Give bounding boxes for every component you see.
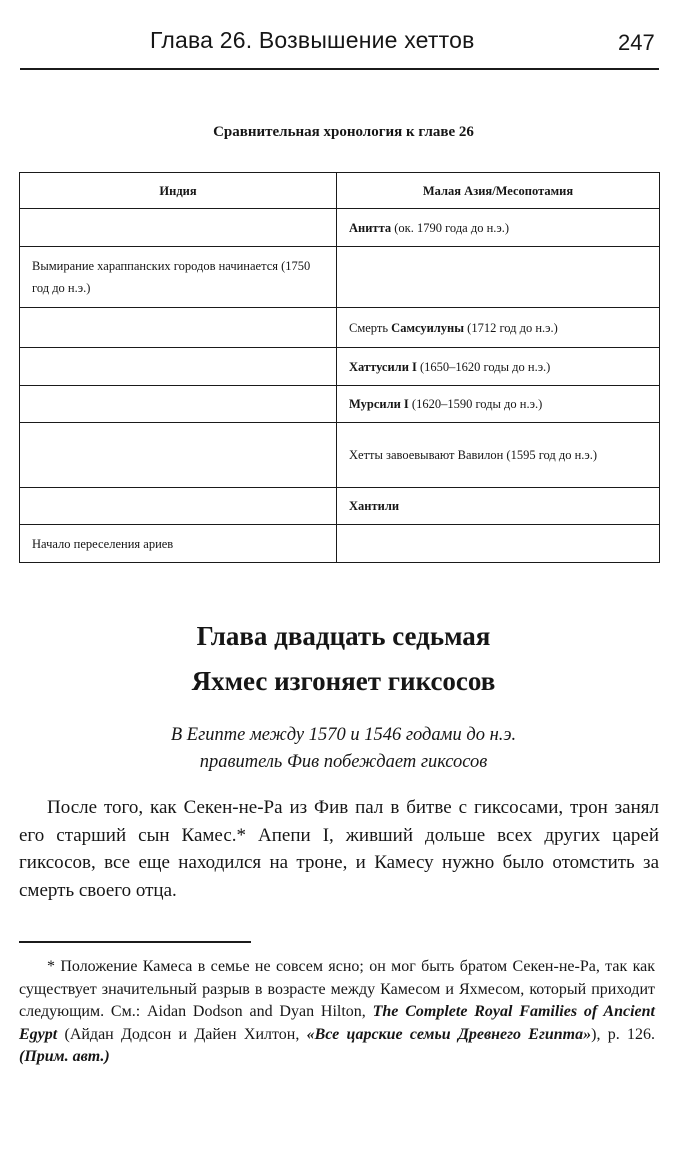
india-cell: Начало переселения ариев <box>20 525 337 563</box>
page-number: 247 <box>618 30 655 55</box>
india-cell <box>20 488 337 525</box>
footnote-text-end: ), p. 126. <box>591 1025 655 1043</box>
chapter-subtitle <box>0 722 687 776</box>
event-date: (1712 год до н.э.) <box>464 320 558 335</box>
table-row <box>20 525 660 563</box>
subtitle-line-1: В Египте между 1570 и 1546 годами до н.э. <box>170 725 517 745</box>
event-date: (1620–1590 годы до н.э.) <box>408 397 543 411</box>
asia-cell <box>337 525 660 563</box>
asia-cell <box>337 247 660 308</box>
event-date: Хетты завоевывают Вавилон (1595 год до н.э.) <box>349 448 598 462</box>
table-row <box>20 247 660 308</box>
event-prefix: Смерть <box>349 320 392 335</box>
table-row <box>20 308 660 348</box>
india-cell <box>20 348 337 386</box>
ruler-name: Хаттусили I <box>349 359 417 374</box>
event-date: (1650–1620 годы до н.э.) <box>416 359 551 374</box>
table-row <box>20 488 660 525</box>
footnote-text-mid: (Айдан Додсон и Дайен Хилтон, <box>57 1025 307 1043</box>
chronology-table <box>19 172 660 563</box>
footnote-text-start: * Положение Камеса в семье не совсем ясно; он мог быть братом Секен-не-Ра, так как существует значительный разрыв в возрасте между Камесом и Яхмесом, который приходит следующим. См.: Aidan Dodson and Dyan Hilton, <box>19 958 655 1020</box>
subtitle-line-2: правитель Фив побеждает гиксосов <box>199 752 488 772</box>
footnote-divider <box>19 941 251 943</box>
table-row <box>20 209 660 247</box>
footnote-book-title-ru: «Все царские семьи Древнего Египта» <box>306 1025 592 1043</box>
table-row <box>20 348 660 386</box>
asia-cell <box>337 386 660 423</box>
body-paragraph: После того, как Секен-не-Ра из Фив пал в битве с гиксосами, трон занял его старший сын Камес.* Апепи I, живший дольше всех других царей гиксосов, все еще находился на троне, и Камесу нужно было отомстить за смерть своего отца. <box>19 797 659 901</box>
footnote-book-title-en: The Complete Royal Families of Ancient Egypt <box>19 1003 655 1043</box>
ruler-name: Самсуилуны <box>391 320 465 335</box>
chapter-title-heading: Яхмес изгоняет гиксосов <box>191 666 496 696</box>
running-header-title: Глава 26. Возвышение хеттов <box>150 27 475 53</box>
table-caption: Сравнительная хронология к главе 26 <box>213 124 474 140</box>
asia-cell <box>337 423 660 488</box>
table-header-row <box>20 173 660 209</box>
chapter-number-heading: Глава двадцать седьмая <box>196 621 491 651</box>
footnote-author-note: (Прим. авт.) <box>19 1048 110 1065</box>
footnote <box>19 956 655 1069</box>
column-header-india: Индия <box>20 173 337 209</box>
asia-cell <box>337 348 660 386</box>
asia-cell <box>337 209 660 247</box>
column-header-asia: Малая Азия/Месопотамия <box>337 173 660 209</box>
india-cell <box>20 386 337 423</box>
ruler-name: Анитта <box>349 220 392 235</box>
india-cell <box>20 209 337 247</box>
ruler-name: Хантили <box>349 499 400 513</box>
asia-cell <box>337 488 660 525</box>
india-cell <box>20 308 337 348</box>
india-cell <box>20 423 337 488</box>
ruler-name: Мурсили I <box>349 397 409 411</box>
asia-cell <box>337 308 660 348</box>
india-cell: Вымирание хараппанских городов начинается (1750 год до н.э.) <box>20 247 337 308</box>
table-row <box>20 386 660 423</box>
header-divider <box>20 68 659 70</box>
table-row <box>20 423 660 488</box>
event-date: (ок. 1790 года до н.э.) <box>391 220 510 235</box>
